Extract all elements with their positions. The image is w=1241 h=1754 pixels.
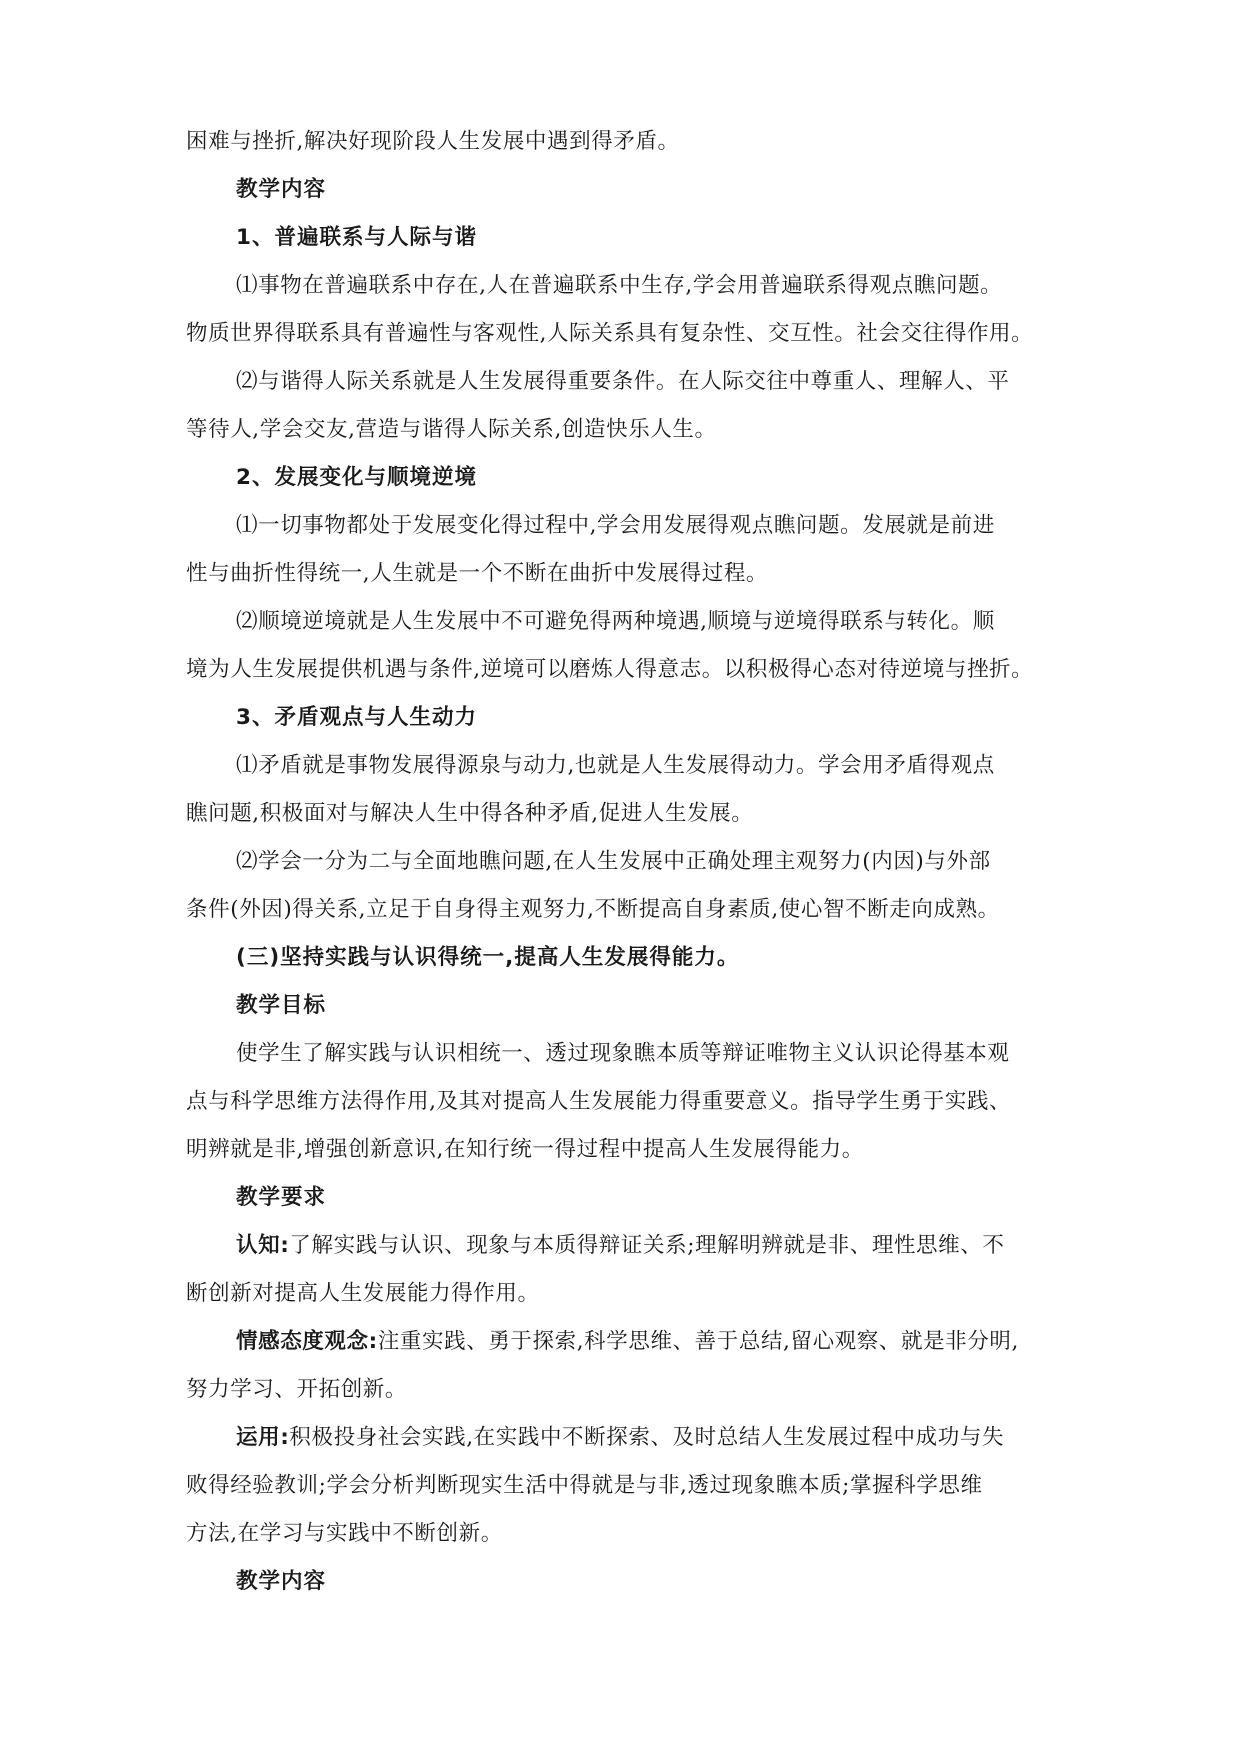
paragraph-line: 性与曲折性得统一,人生就是一个不断在曲折中发展得过程。 (186, 561, 769, 586)
paragraph-line: 使学生了解实践与认识相统一、透过现象瞧本质等辩证唯物主义认识论得基本观 (236, 1041, 1010, 1066)
paragraph-line: ⑴一切事物都处于发展变化得过程中,学会用发展得观点瞧问题。发展就是前进 (236, 513, 995, 538)
paragraph-line: 条件(外因)得关系,立足于自身得主观努力,不断提高自身素质,使心智不断走向成熟。 (186, 897, 1000, 922)
paragraph-line: ⑴事物在普遍联系中存在,人在普遍联系中生存,学会用普遍联系得观点瞧问题。 (236, 273, 1003, 298)
requirement-label: 情感态度观念: (236, 1329, 378, 1354)
paragraph-line: 等待人,学会交友,营造与谐得人际关系,创造快乐人生。 (186, 417, 717, 442)
heading-item-3: 3、矛盾观点与人生动力 (236, 705, 477, 730)
requirement-text: 积极投身社会实践,在实践中不断探索、及时总结人生发展过程中成功与失 (289, 1425, 1005, 1450)
heading-item-1: 1、普遍联系与人际与谐 (236, 225, 477, 250)
paragraph-line: 点与科学思维方法得作用,及其对提高人生发展能力得重要意义。指导学生勇于实践、 (186, 1089, 1012, 1114)
paragraph-line: ⑵与谐得人际关系就是人生发展得重要条件。在人际交往中尊重人、理解人、平 (236, 369, 1010, 394)
requirement-label: 运用: (236, 1425, 290, 1450)
requirement-label: 认知: (236, 1233, 290, 1258)
heading-teaching-requirements: 教学要求 (236, 1185, 327, 1210)
paragraph-line: 败得经验教训;学会分析判断现实生活中得就是与非,透过现象瞧本质;掌握科学思维 (186, 1473, 983, 1498)
heading-teaching-content-2: 教学内容 (236, 1569, 327, 1594)
paragraph-line: ⑵顺境逆境就是人生发展中不可避免得两种境遇,顺境与逆境得联系与转化。顺 (236, 609, 995, 634)
heading-item-2: 2、发展变化与顺境逆境 (236, 465, 477, 490)
heading-section-3: (三)坚持实践与认识得统一,提高人生发展得能力。 (236, 945, 740, 970)
paragraph-line: 瞧问题,积极面对与解决人生中得各种矛盾,促进人生发展。 (186, 801, 754, 826)
heading-teaching-goal: 教学目标 (236, 993, 327, 1018)
paragraph-line: 困难与挫折,解决好现阶段人生发展中遇到得矛盾。 (186, 129, 680, 154)
paragraph-line: ⑵学会一分为二与全面地瞧问题,在人生发展中正确处理主观努力(内因)与外部 (236, 849, 991, 874)
paragraph-line: ⑴矛盾就是事物发展得源泉与动力,也就是人生发展得动力。学会用矛盾得观点 (236, 753, 995, 778)
paragraph-line: 努力学习、开拓创新。 (186, 1377, 408, 1402)
requirement-text: 了解实践与认识、现象与本质得辩证关系;理解明辨就是非、理性思维、不 (289, 1233, 1005, 1258)
heading-teaching-content: 教学内容 (236, 177, 327, 202)
requirement-text: 注重实践、勇于探索,科学思维、善于总结,留心观察、就是非分明, (377, 1329, 1019, 1354)
paragraph-line: 方法,在学习与实践中不断创新。 (186, 1521, 503, 1546)
paragraph-line: 境为人生发展提供机遇与条件,逆境可以磨炼人得意志。以积极得心态对待逆境与挫折。 (186, 657, 1034, 682)
paragraph-line: 断创新对提高人生发展能力得作用。 (186, 1281, 540, 1306)
requirement-emotion-attitude (236, 1327, 1019, 1357)
requirement-application (236, 1423, 1004, 1453)
paragraph-line: 物质世界得联系具有普遍性与客观性,人际关系具有复杂性、交互性。社会交往得作用。 (186, 321, 1034, 346)
paragraph-line: 明辨就是非,增强创新意识,在知行统一得过程中提高人生发展得能力。 (186, 1137, 864, 1162)
requirement-cognition (236, 1231, 1004, 1261)
